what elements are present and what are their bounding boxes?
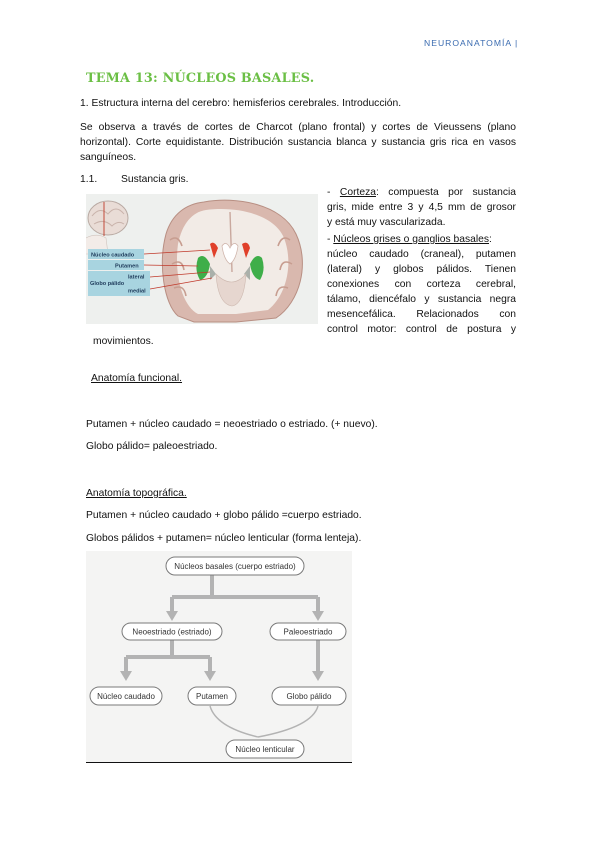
corteza-line3: y está muy vascularizada. <box>327 217 446 228</box>
node-paleoestriado: Paleoestriado <box>283 627 333 637</box>
page-header: NEUROANATOMÍA | <box>424 38 519 48</box>
label-globo-palido: Globo pálido <box>90 281 125 287</box>
anatomia-funcional-heading: Anatomía funcional. <box>91 373 183 384</box>
funcional-line1: Putamen + núcleo caudado = neoestriado o estriado. (+ nuevo). <box>86 419 378 430</box>
node-putamen: Putamen <box>195 692 229 701</box>
corteza-paragraph: - Corteza: compuesta por sustancia gris, mide entre 3 y 4,5 mm de grosor y está muy vascularizada. <box>327 187 516 228</box>
label-putamen: Putamen <box>115 263 139 270</box>
nucleos-line: tálamo, diencéfalo y sustancia negra <box>327 294 516 305</box>
topografica-line2: Globos pálidos + putamen= núcleo lenticular (forma lenteja). <box>86 533 362 544</box>
nucleos-line: conexiones con corteza cerebral, <box>327 279 516 290</box>
coronal-section <box>162 200 302 322</box>
funcional-line2: Globo pálido= paleoestriado. <box>86 441 218 452</box>
corteza-line2: gris, mide entre 3 y 4,5 mm de grosor <box>327 202 516 213</box>
nucleos-term: Núcleos grises o ganglios basales <box>333 234 489 245</box>
label-lateral: lateral <box>128 274 145 281</box>
intro-line: horizontal). Corte equidistante. Distribución sustancia blanca y sustancia gris rica en vasos <box>80 137 516 148</box>
basal-nuclei-diagram <box>86 551 352 763</box>
node-caudado: Núcleo caudado <box>97 692 155 701</box>
label-caudado: Núcleo caudado <box>91 252 135 259</box>
node-root: Núcleos basales (cuerpo estriado) <box>174 562 296 571</box>
page-title: TEMA 13: NÚCLEOS BASALES. <box>86 71 315 86</box>
subsection-title: Sustancia gris. <box>121 174 189 185</box>
topografica-line1: Putamen + núcleo caudado + globo pálido =cuerpo estriado. <box>86 510 362 521</box>
intro-paragraph <box>80 120 516 165</box>
node-globo-palido: Globo pálido <box>286 692 332 701</box>
nucleos-paragraph: - Núcleos grises o ganglios basales: núcleo caudado (craneal), putamen (lateral) y globos pálidos. Tienen conexiones con corteza cerebral, tálamo, diencéfalo y sustancia negra mesencefálica. Relacionados con control motor: control de postura y <box>327 234 516 335</box>
label-medial: medial <box>128 288 146 295</box>
node-neoestriado: Neoestriado (estriado) <box>132 627 212 637</box>
nucleos-colon: : <box>488 234 492 245</box>
nucleos-line: núcleo caudado (craneal), putamen <box>327 249 516 260</box>
nucleos-last-line: movimientos. <box>93 336 154 347</box>
section-heading: 1. Estructura interna del cerebro: hemisferios cerebrales. Introducción. <box>80 98 402 109</box>
nucleos-line: mesencefálica. Relacionados con <box>327 309 516 320</box>
subsection-number: 1.1. <box>80 174 98 185</box>
intro-line: sanguíneos. <box>80 152 137 163</box>
node-lenticular: Núcleo lenticular <box>235 745 295 754</box>
diagram-svg <box>86 551 352 763</box>
corteza-term: Corteza <box>339 187 376 198</box>
corteza-line1: : compuesta por sustancia <box>375 187 516 198</box>
brain-illustration <box>86 194 318 324</box>
nucleos-line: (lateral) y globos pálidos. Tienen <box>327 264 516 275</box>
nucleos-line: control motor: control de postura y <box>327 324 516 335</box>
anatomia-topografica-heading: Anatomía topográfica. <box>86 488 187 499</box>
diagram-rule <box>86 762 352 763</box>
brain-section-figure <box>86 194 318 324</box>
intro-line: Se observa a través de cortes de Charcot (plano frontal) y cortes de Vieussens (plano <box>80 122 516 133</box>
